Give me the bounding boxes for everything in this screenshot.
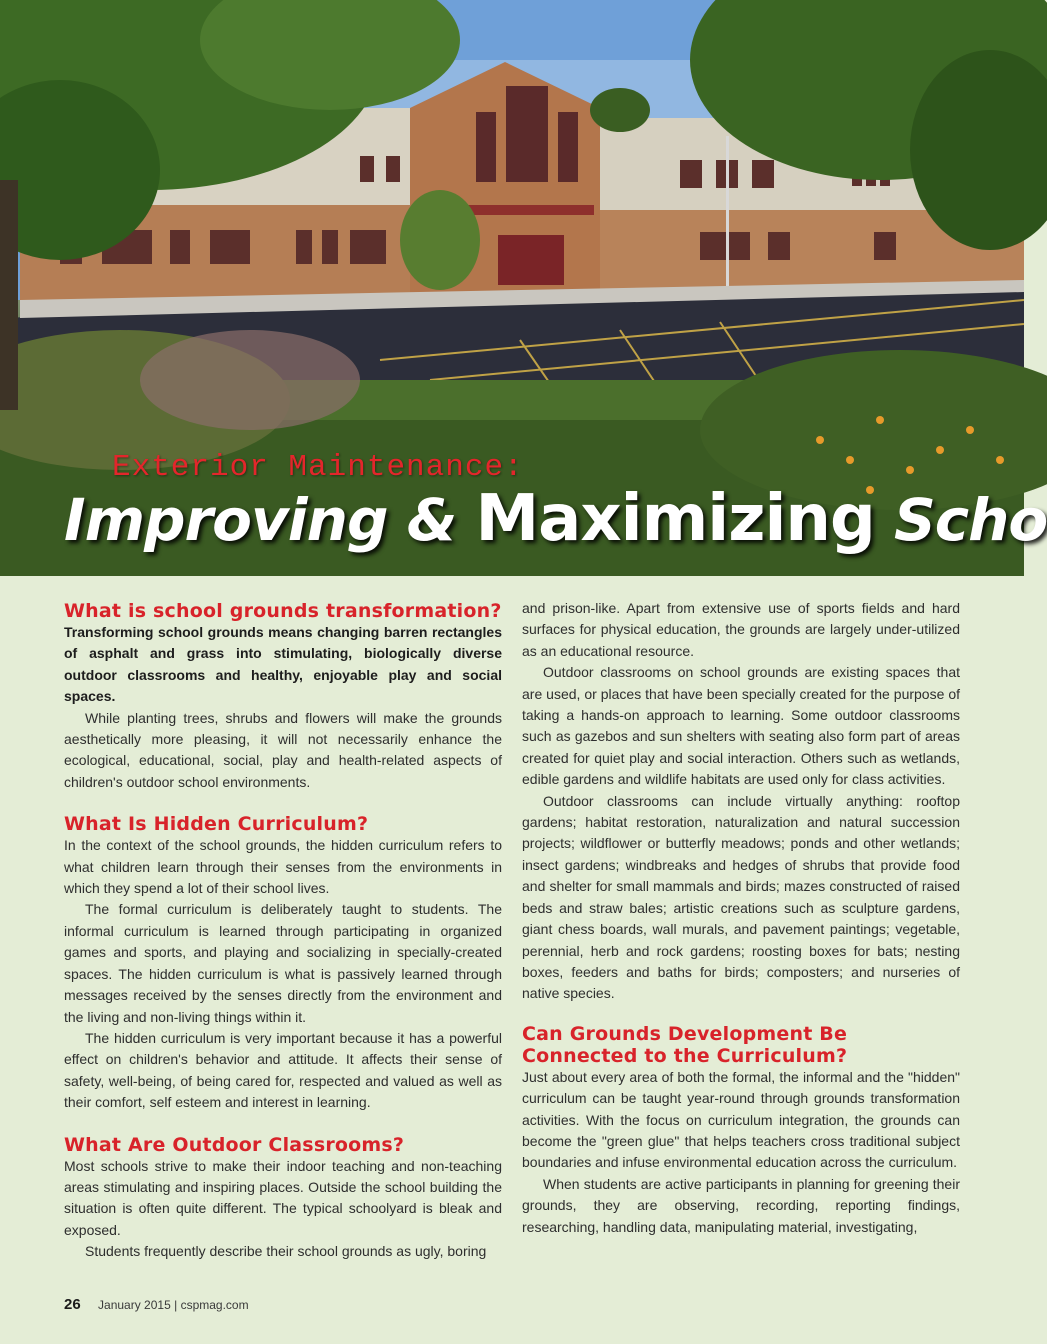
body-paragraph: The formal curriculum is deliberately taught to students. The informal curriculum is learned through participating in organized games and sports, and playing and socializing in specially-created spaces. The hidden curriculum is what is passively learned through messages received by the senses directly from the environment and the living and non-living things within it. xyxy=(64,901,502,1025)
article-column-right xyxy=(522,598,960,1238)
headline-word-tail: Scho xyxy=(893,486,1047,554)
hero-photo xyxy=(0,0,1047,576)
site-link[interactable]: cspmag.com xyxy=(180,1298,249,1312)
body-paragraph: The hidden curriculum is very important because it has a powerful effect on children's behavior and attitude. It affects their sense of safety, well-being, of being cared for, respected and valued as well as their comfort, self esteem and interest in learning. xyxy=(64,1029,502,1111)
body-paragraph: Outdoor classrooms on school grounds are existing spaces that are used, or places that have been specially created for the purpose of taking a hands-on approach to learning. Some outdoor classrooms such as gazebos and sun shelters with seating also form part of areas created for quiet play and social interaction. Others such as wetlands, edible gardens and wildlife habitats are used only for class activities. xyxy=(522,664,960,788)
section-heading: Can Grounds Development Be Connected to the Curriculum? xyxy=(522,1022,848,1067)
body-paragraph: Outdoor classrooms can include virtually anything: rooftop gardens; habitat restoration, naturalization and natural succession projects; wildflower or butterfly meadows; ponds and other wetlands; insect gardens; windbreaks and hedges of shrubs that provide food and shelter for small mammals and birds; mazes constructed of raised beds and straw bales; artistic creations such as sculpture gardens, giant chess boards, wall murals, and pavement paintings; vegetable, perennial, herb and rock gardens; roosting boxes for bats; nesting boxes, feeders and baths for birds; composters; and nurseries of native species. xyxy=(522,792,960,1002)
body-paragraph: Most schools strive to make their indoor teaching and non-teaching areas stimulating and inspiring places. Outside the school building the situation is often quite different. The typical schoolyard is bleak and exposed. xyxy=(64,1157,502,1238)
section-heading: What Are Outdoor Classrooms? xyxy=(64,1133,405,1156)
section-heading: What Is Hidden Curriculum? xyxy=(64,813,369,836)
article-headline xyxy=(64,484,1047,555)
body-paragraph: and prison-like. Apart from extensive use of sports fields and hard surfaces for physical education, the grounds are largely under-utilized as an educational resource. xyxy=(522,600,960,659)
issue-date: January 2015 xyxy=(98,1298,171,1312)
section-kicker: Exterior Maintenance: xyxy=(112,450,524,485)
lede-paragraph: Transforming school grounds means changing barren rectangles of asphalt and grass into stimulating, biologically diverse outdoor classrooms and healthy, enjoyable play and social spaces. xyxy=(64,624,502,705)
footer-separator: | xyxy=(174,1298,178,1312)
headline-ampersand: & xyxy=(406,486,457,554)
page-footer xyxy=(64,1296,249,1313)
body-paragraph: In the context of the school grounds, the hidden curriculum refers to what children learn through their senses from the environments in which they spend a lot of their school lives. xyxy=(64,837,502,897)
body-paragraph: While planting trees, shrubs and flowers will make the grounds aesthetically more pleasing, it will not necessarily enhance the ecological, educational, social, play and health-related aspects of children's outdoor school environments. xyxy=(64,709,502,790)
section-heading: What is school grounds transformation? xyxy=(64,600,502,622)
headline-word-maximizing: Maximizing xyxy=(475,482,875,556)
body-paragraph: Students frequently describe their school grounds as ugly, boring xyxy=(85,1243,487,1260)
body-paragraph: When students are active participants in planning for greening their grounds, they are observing, recording, reporting findings, researching, handling data, manipulating material, investigating, xyxy=(522,1175,960,1235)
headline-word-improving: Improving xyxy=(64,486,388,554)
page-number: 26 xyxy=(64,1296,81,1313)
article-column-left xyxy=(64,598,502,1263)
body-paragraph: Just about every area of both the formal, the informal and the "hidden" curriculum can be taught year-round through grounds transformation activities. With the focus on curriculum integration, the grounds can become the "green glue" that helps teachers cross traditional subject boundaries and infuse environmental education across the curriculum. xyxy=(522,1068,960,1171)
